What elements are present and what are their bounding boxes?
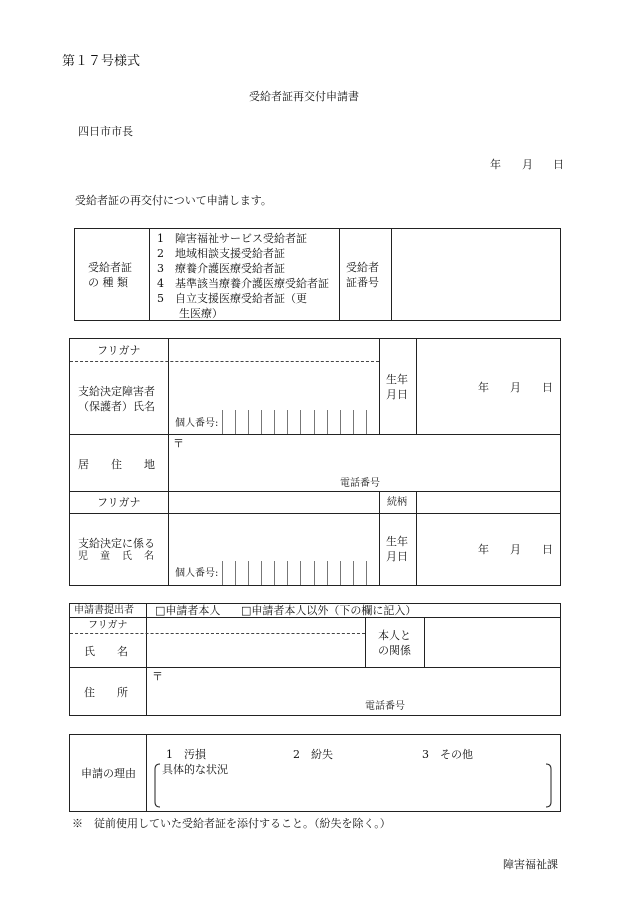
certificate-type-label-2: の 種 類 — [88, 276, 128, 289]
certificate-type-option: 5 自立支援医療受給者証（更 — [157, 292, 307, 305]
reason-detail-label: 具体的な状況 — [162, 763, 228, 776]
certificate-type-option: 3 療養介護医療受給者証 — [157, 262, 285, 275]
certificate-number-label: 受給者 — [346, 261, 379, 274]
certificate-type-option: 4 基準該当療養介護医療受給者証 — [157, 277, 329, 290]
child-furigana-field[interactable] — [170, 493, 378, 512]
reason-option-soiled[interactable]: 1 汚損 — [166, 748, 206, 761]
submitter-relation-field[interactable] — [426, 619, 559, 666]
certificate-type-option: 1 障害福祉サービス受給者証 — [157, 232, 307, 245]
reason-label: 申請の理由 — [81, 767, 136, 780]
applicant-birth-label-2: 月日 — [386, 388, 408, 401]
addressee: 四日市市長 — [78, 125, 133, 138]
child-name-label-2: 児 童 氏 名 — [78, 551, 155, 562]
applicant-address-field[interactable] — [170, 436, 559, 476]
applicant-birth-label: 生年 — [386, 373, 408, 386]
certificate-type-label: 受給者証 — [88, 261, 132, 274]
child-name-label: 支給決定に係る — [78, 537, 155, 550]
child-birth-day: 日 — [542, 543, 553, 556]
date-day: 日 — [553, 158, 564, 171]
submitter-furigana-field[interactable] — [148, 619, 364, 632]
applicant-name-label: 支給決定障害者 — [78, 385, 155, 398]
certificate-number-field[interactable] — [392, 229, 560, 320]
submitter-phone-label: 電話番号 — [365, 701, 405, 712]
date-month: 月 — [522, 158, 533, 171]
intro-text: 受給者証の再交付について申請します。 — [75, 194, 272, 207]
submitter-relation-label-2: の関係 — [378, 644, 411, 657]
child-birth-label-2: 月日 — [386, 550, 408, 563]
submitter-label: 申請書提出者 — [74, 605, 134, 616]
applicant-name-field[interactable] — [170, 363, 378, 407]
child-personal-number-field[interactable] — [222, 561, 379, 585]
certificate-type-option: 生医療） — [157, 307, 223, 320]
submitter-address-field[interactable] — [148, 669, 559, 699]
submitter-option-other[interactable]: □申請者本人以外（下の欄に記入） — [241, 604, 417, 617]
certificate-number-label-2: 証番号 — [346, 276, 379, 289]
submitter-relation-label: 本人と — [378, 629, 411, 642]
child-birth-year: 年 — [478, 543, 489, 556]
applicant-name-label-2: （保護者）氏名 — [78, 400, 155, 413]
child-relation-field[interactable] — [418, 493, 559, 512]
submitter-furigana-label: フリガナ — [88, 620, 128, 631]
applicant-postal-mark: 〒 — [173, 437, 184, 450]
submitter-address-label: 住 所 — [84, 686, 128, 699]
applicant-birth-month: 月 — [510, 381, 521, 394]
child-birth-label: 生年 — [386, 535, 408, 548]
applicant-personal-number-field[interactable] — [222, 410, 379, 434]
applicant-phone-label: 電話番号 — [340, 478, 380, 489]
reason-detail-field[interactable] — [162, 776, 548, 806]
applicant-furigana-label: フリガナ — [97, 344, 141, 357]
form-number: 第１７号様式 — [62, 54, 141, 69]
applicant-furigana-field[interactable] — [170, 340, 378, 360]
child-name-field[interactable] — [170, 515, 378, 559]
child-furigana-label: フリガナ — [97, 496, 141, 509]
submitter-name-label: 氏 名 — [84, 645, 128, 658]
attachment-note: ※ 従前使用していた受給者証を添付すること。（紛失を除く。） — [72, 817, 391, 830]
date-year: 年 — [490, 158, 501, 171]
reason-option-lost[interactable]: 2 紛失 — [293, 748, 333, 761]
submitter-postal-mark: 〒 — [152, 670, 163, 683]
submitter-option-self[interactable]: □申請者本人 — [155, 604, 221, 617]
form-title: 受給者証再交付申請書 — [249, 90, 359, 103]
certificate-type-option: 2 地域相談支援受給者証 — [157, 247, 285, 260]
department: 障害福祉課 — [503, 858, 558, 871]
applicant-birth-day: 日 — [542, 381, 553, 394]
submitter-name-field[interactable] — [148, 635, 364, 666]
applicant-address-label: 居 住 地 — [78, 458, 155, 471]
applicant-personal-number-label: 個人番号: — [175, 418, 219, 429]
child-personal-number-label: 個人番号: — [175, 568, 219, 579]
applicant-birth-year: 年 — [478, 381, 489, 394]
reason-option-other[interactable]: 3 その他 — [422, 748, 473, 761]
child-birth-month: 月 — [510, 543, 521, 556]
child-relation-label: 続柄 — [387, 497, 407, 508]
